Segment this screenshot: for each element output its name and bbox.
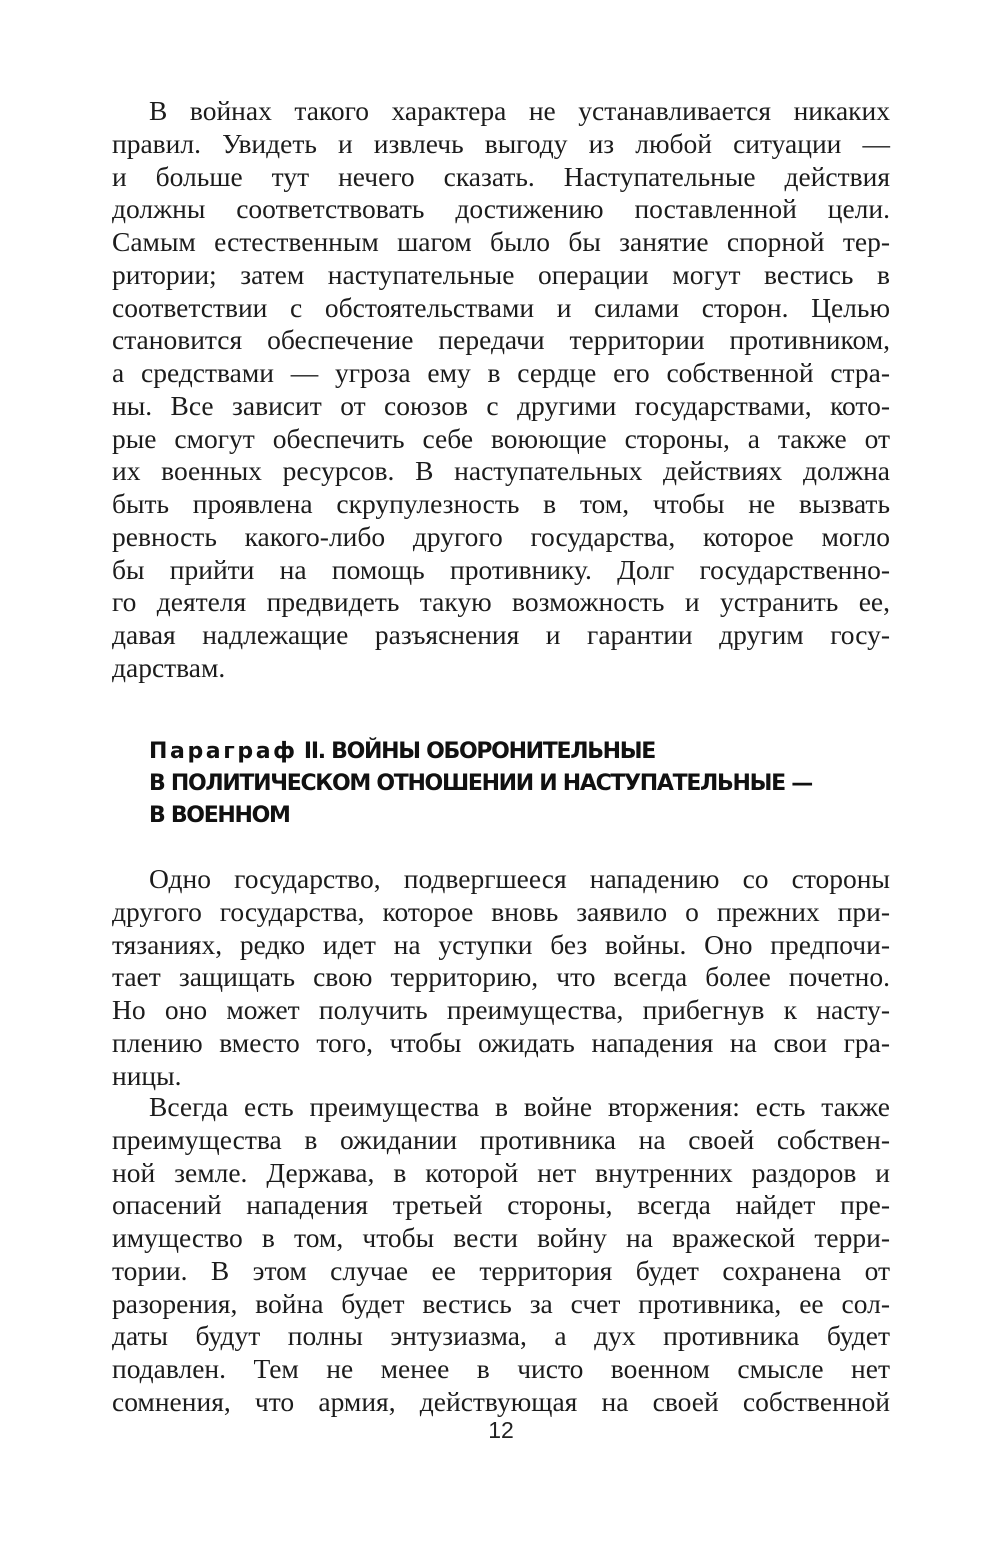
text-line: а средствами — угроза ему в сердце его собственной стра- [112,357,890,388]
paragraph-2 [112,863,890,1092]
page-number: 12 [488,1417,514,1443]
text-line: ной земле. Держава, в которой нет внутренних раздоров и [112,1156,890,1188]
text-line: их военных ресурсов. В наступательных действиях должна [112,455,890,487]
text-line: ны. Все зависит от союзов с другими государствами, кото- [112,389,890,421]
heading-line-2: В ПОЛИТИЧЕСКОМ ОТНОШЕНИИ И НАСТУПАТЕЛЬНЫЕ — [149,771,812,796]
text-line: ревность какого-либо другого государства, которое могло [112,520,890,552]
heading-line-1-text: II. ВОЙНЫ ОБОРОНИТЕЛЬНЫЕ [297,739,656,764]
text-line: Одно государство, подвергшееся нападению со стороны [149,863,890,894]
text-line: Самым естественным шагом было бы занятие спорной тер- [112,226,890,257]
text-line: даты будут полны энтузиазма, а дух противника будет [112,1320,890,1352]
text-line: быть проявлена скрупулезность в том, чтобы не вызвать [112,488,890,519]
text-line: плению вместо того, чтобы ожидать нападения на свои гра- [112,1026,890,1058]
text-line: подавлен. Тем не менее в чисто военном смысле нет [112,1353,890,1384]
text-line: дарствам. [112,651,226,683]
section-heading [149,736,889,832]
text-line: тории. В этом случае ее территория будет сохранена от [112,1254,890,1286]
text-line: Но оно может получить преимущества, прибегнув к насту- [112,994,890,1025]
text-line: тает защищать свою территорию, что всегда более почетно. [112,961,890,993]
text-line: бы прийти на помощь противнику. Долг государственно- [112,553,890,585]
heading-line-1 [149,736,889,768]
text-line: ритории; затем наступательные операции могут вестись в [112,258,890,290]
text-line: давая надлежащие разъяснения и гарантии другим госу- [112,619,890,650]
text-line: Всегда есть преимущества в войне вторжения: есть также [149,1091,890,1122]
text-line: преимущества в ожидании противника на своей собствен- [112,1123,890,1155]
text-line: тязаниях, редко идет на уступки без войны. Оно предпочи- [112,928,890,960]
paragraph-1 [112,95,890,685]
text-line: го деятеля предвидеть такую возможность и устранить ее, [112,586,890,618]
heading-line-3: В ВОЕННОМ [149,803,290,828]
text-line: В войнах такого характера не устанавливается никаких [149,95,890,126]
text-line: сомнения, что армия, действующая на своей собственной [112,1385,890,1417]
text-line: разорения, война будет вестись за счет противника, ее сол- [112,1287,890,1319]
paragraph-3 [112,1091,890,1419]
text-line: становится обеспечение передачи территории противником, [112,324,890,356]
text-line: опасений нападения третьей стороны, всегда найдет пре- [112,1189,890,1221]
text-line: и больше тут нечего сказать. Наступательные действия [112,160,890,192]
text-line: рые смогут обеспечить себе воюющие стороны, а также от [112,422,890,454]
text-line: правил. Увидеть и извлечь выгоду из любой ситуации — [112,127,890,159]
text-line: должны соответствовать достижению поставленной цели. [112,193,890,225]
text-line: ницы. [112,1059,182,1091]
text-line: соответствии с обстоятельствами и силами сторон. Целью [112,291,890,323]
text-line: другого государства, которое вновь заявило о прежних при- [112,895,890,927]
heading-prefix: Параграф [149,739,298,764]
text-line: имущество в том, чтобы вести войну на вражеской терри- [112,1222,890,1253]
